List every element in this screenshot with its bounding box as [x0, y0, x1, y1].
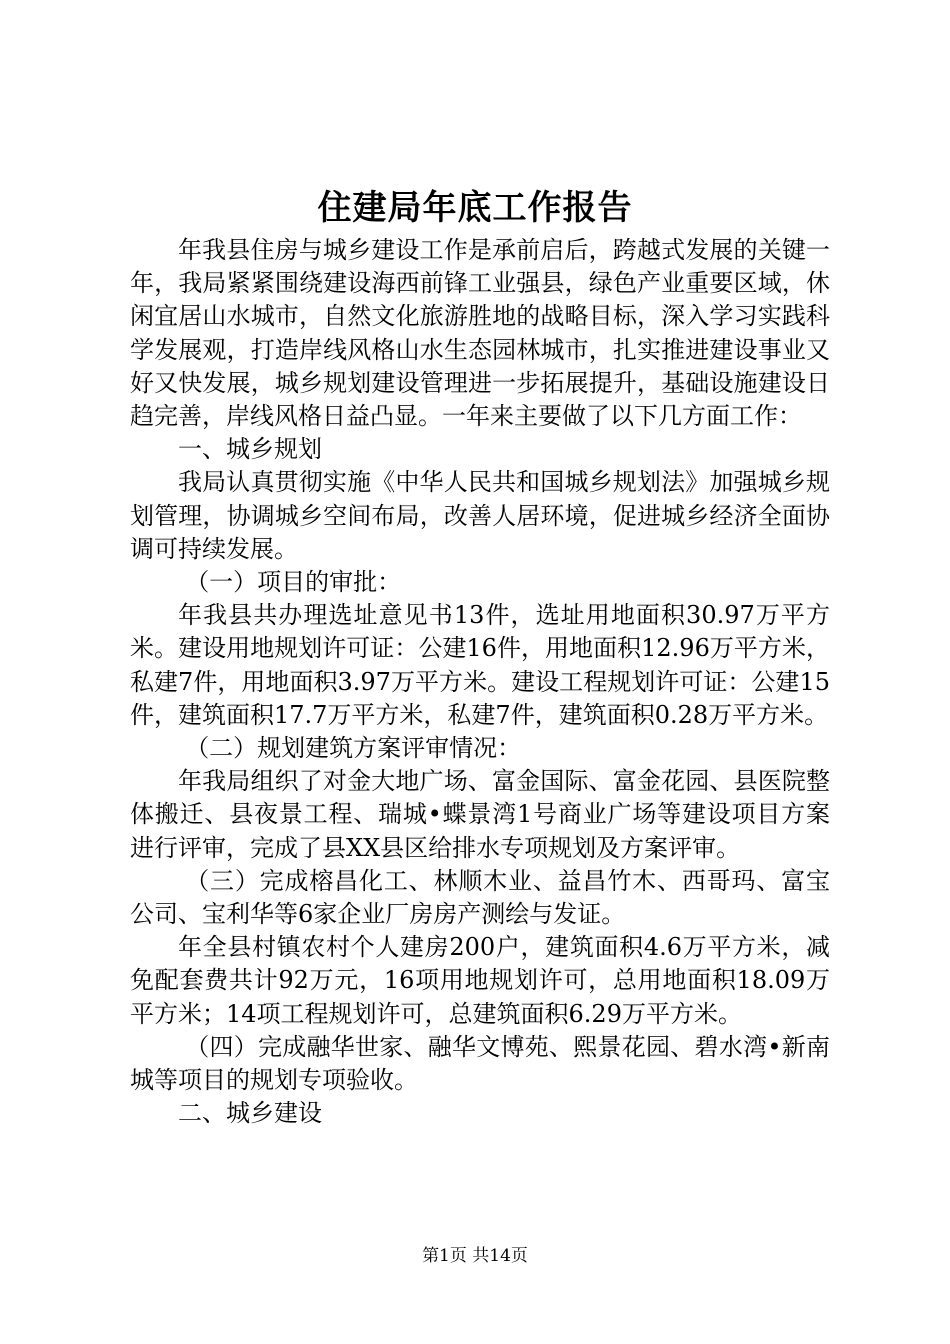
section-heading-urban-rural-planning: 一、城乡规划 — [178, 435, 322, 464]
paragraph-intro: 年我县住房与城乡建设工作是承前启后，跨越式发展的关键一年，我局紧紧围绕建设海西前锋工业强县，绿色产业重要区域，休闲宜居山水城市，自然文化旅游胜地的战略目标，深入学习实践科学发展观，打造岸线风格山水生态园林城市，扎实推进建设事业又好又快发展，城乡规划建设管理进一步拓展提升，基础设施建设日趋完善，岸线风格日益凸显。一年来主要做了以下几方面工作： — [130, 236, 830, 431]
paragraph-surveying: （三）完成榕昌化工、林顺木业、益昌竹木、西哥玛、富宝公司、宝利华等6家企业厂房房产测绘与发证。 — [130, 866, 830, 929]
section-heading-urban-rural-construction: 二、城乡建设 — [178, 1099, 322, 1128]
paragraph-rural-housing: 年全县村镇农村个人建房200户，建筑面积4.6万平方米，减免配套费共计92万元，16项用地规划许可，总用地面积18.09万平方米；14项工程规划许可，总建筑面积6.29万平方米。 — [130, 933, 830, 1028]
paragraph-approval-stats: 年我县共办理选址意见书13件，选址用地面积30.97万平方米。建设用地规划许可证：公建16件，用地面积12.96万平方米，私建7件，用地面积3.97万平方米。建设工程规划许可证：公建15件，建筑面积17.7万平方米，私建7件，建筑面积0.28万平方米。 — [130, 601, 830, 729]
subheading-project-approval: （一）项目的审批： — [185, 568, 402, 597]
subheading-design-review: （二）规划建筑方案评审情况： — [185, 734, 522, 763]
page-footer: 第1页 共14页 — [422, 1246, 528, 1266]
paragraph-planning-law: 我局认真贯彻实施《中华人民共和国城乡规划法》加强城乡规划管理，协调城乡空间布局，改善人居环境，促进城乡经济全面协调可持续发展。 — [130, 468, 830, 563]
paragraph-design-review: 年我局组织了对金大地广场、富金国际、富金花园、县医院整体搬迁、县夜景工程、瑞城•蝶景湾1号商业广场等建设项目方案进行评审，完成了县XX县区给排水专项规划及方案评审。 — [130, 767, 830, 862]
document-body — [130, 234, 830, 1130]
document-title: 住建局年底工作报告 — [317, 188, 633, 228]
paragraph-acceptance: （四）完成融华世家、融华文博苑、熙景花园、碧水湾•新南城等项目的规划专项验收。 — [130, 1032, 830, 1095]
